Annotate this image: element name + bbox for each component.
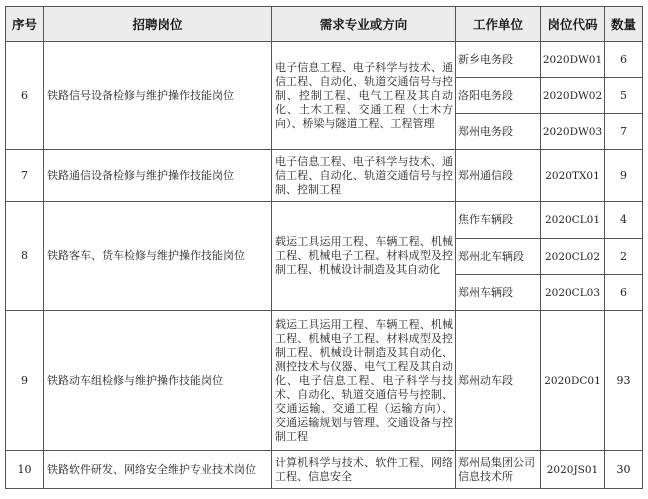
- row-count: 5: [605, 78, 643, 114]
- header-count: 数量: [605, 7, 643, 42]
- row-position: 铁路信号设备检修与维护操作技能岗位: [44, 42, 272, 150]
- row-majors: 载运工具运用工程、车辆工程、机械工程、机械电子工程、材料成型及控制工程、机械设计制造及其自动化、测控技术与仪器、电气工程及其自动化、电子信息工程、电子科学与技术、自动化、轨道交通信号与控制、交通运输、交通工程（运输方向）、交通运输规划与管理、交通设备与控制工程: [272, 311, 456, 451]
- row-majors: 电子信息工程、电子科学与技术、通信工程、自动化、轨道交通信号与控制、控制工程、电气工程及其自动化、土木工程、交通工程（土木方向）、桥梁与隧道工程、工程管理: [272, 42, 456, 150]
- header-no: 序号: [6, 7, 44, 42]
- table-row: [6, 311, 643, 451]
- row-count: 7: [605, 114, 643, 150]
- row-unit: 洛阳电务段: [456, 78, 541, 114]
- row-code: 2020CL03: [541, 275, 605, 311]
- table-row: [6, 150, 643, 202]
- row-no: 8: [6, 202, 44, 311]
- row-no: 10: [6, 451, 44, 489]
- row-no: 6: [6, 42, 44, 150]
- row-position: 铁路通信设备检修与维护操作技能岗位: [44, 150, 272, 202]
- row-unit: 焦作车辆段: [456, 202, 541, 239]
- row-unit: 郑州北车辆段: [456, 239, 541, 275]
- header-row: [6, 7, 643, 42]
- recruitment-table-container: [5, 6, 643, 489]
- header-major: 需求专业或方向: [272, 7, 456, 42]
- row-majors: 计算机科学与技术、软件工程、网络工程、信息安全: [272, 451, 456, 489]
- recruitment-table: [5, 6, 643, 489]
- row-code: 2020TX01: [541, 150, 605, 202]
- row-count: 30: [605, 451, 643, 489]
- row-no: 9: [6, 311, 44, 451]
- row-code: 2020CL02: [541, 239, 605, 275]
- table-row: [6, 202, 643, 239]
- row-count: 2: [605, 239, 643, 275]
- row-unit: 新乡电务段: [456, 42, 541, 78]
- row-position: 铁路动车组检修与维护操作技能岗位: [44, 311, 272, 451]
- row-no: 7: [6, 150, 44, 202]
- row-code: 2020JS01: [541, 451, 605, 489]
- row-code: 2020DW02: [541, 78, 605, 114]
- row-unit: 郑州动车段: [456, 311, 541, 451]
- row-position: 铁路软件研发、网络安全维护专业技术岗位: [44, 451, 272, 489]
- row-majors: 电子信息工程、电子科学与技术、通信工程、自动化、轨道交通信号与控制、控制工程: [272, 150, 456, 202]
- row-code: 2020CL01: [541, 202, 605, 239]
- row-unit: 郑州车辆段: [456, 275, 541, 311]
- row-unit: 郑州电务段: [456, 114, 541, 150]
- header-unit: 工作单位: [456, 7, 541, 42]
- header-code: 岗位代码: [541, 7, 605, 42]
- row-unit: 郑州通信段: [456, 150, 541, 202]
- row-unit: 郑州局集团公司信息技术所: [456, 451, 541, 489]
- row-count: 9: [605, 150, 643, 202]
- row-code: 2020DC01: [541, 311, 605, 451]
- table-row: [6, 451, 643, 489]
- row-majors: 载运工具运用工程、车辆工程、机械工程、机械电子工程、材料成型及控制工程、机械设计制造及其自动化: [272, 202, 456, 311]
- row-position: 铁路客车、货车检修与维护操作技能岗位: [44, 202, 272, 311]
- row-count: 6: [605, 275, 643, 311]
- row-count: 6: [605, 42, 643, 78]
- row-code: 2020DW03: [541, 114, 605, 150]
- row-count: 93: [605, 311, 643, 451]
- table-row: [6, 42, 643, 78]
- header-position: 招聘岗位: [44, 7, 272, 42]
- row-code: 2020DW01: [541, 42, 605, 78]
- row-count: 4: [605, 202, 643, 239]
